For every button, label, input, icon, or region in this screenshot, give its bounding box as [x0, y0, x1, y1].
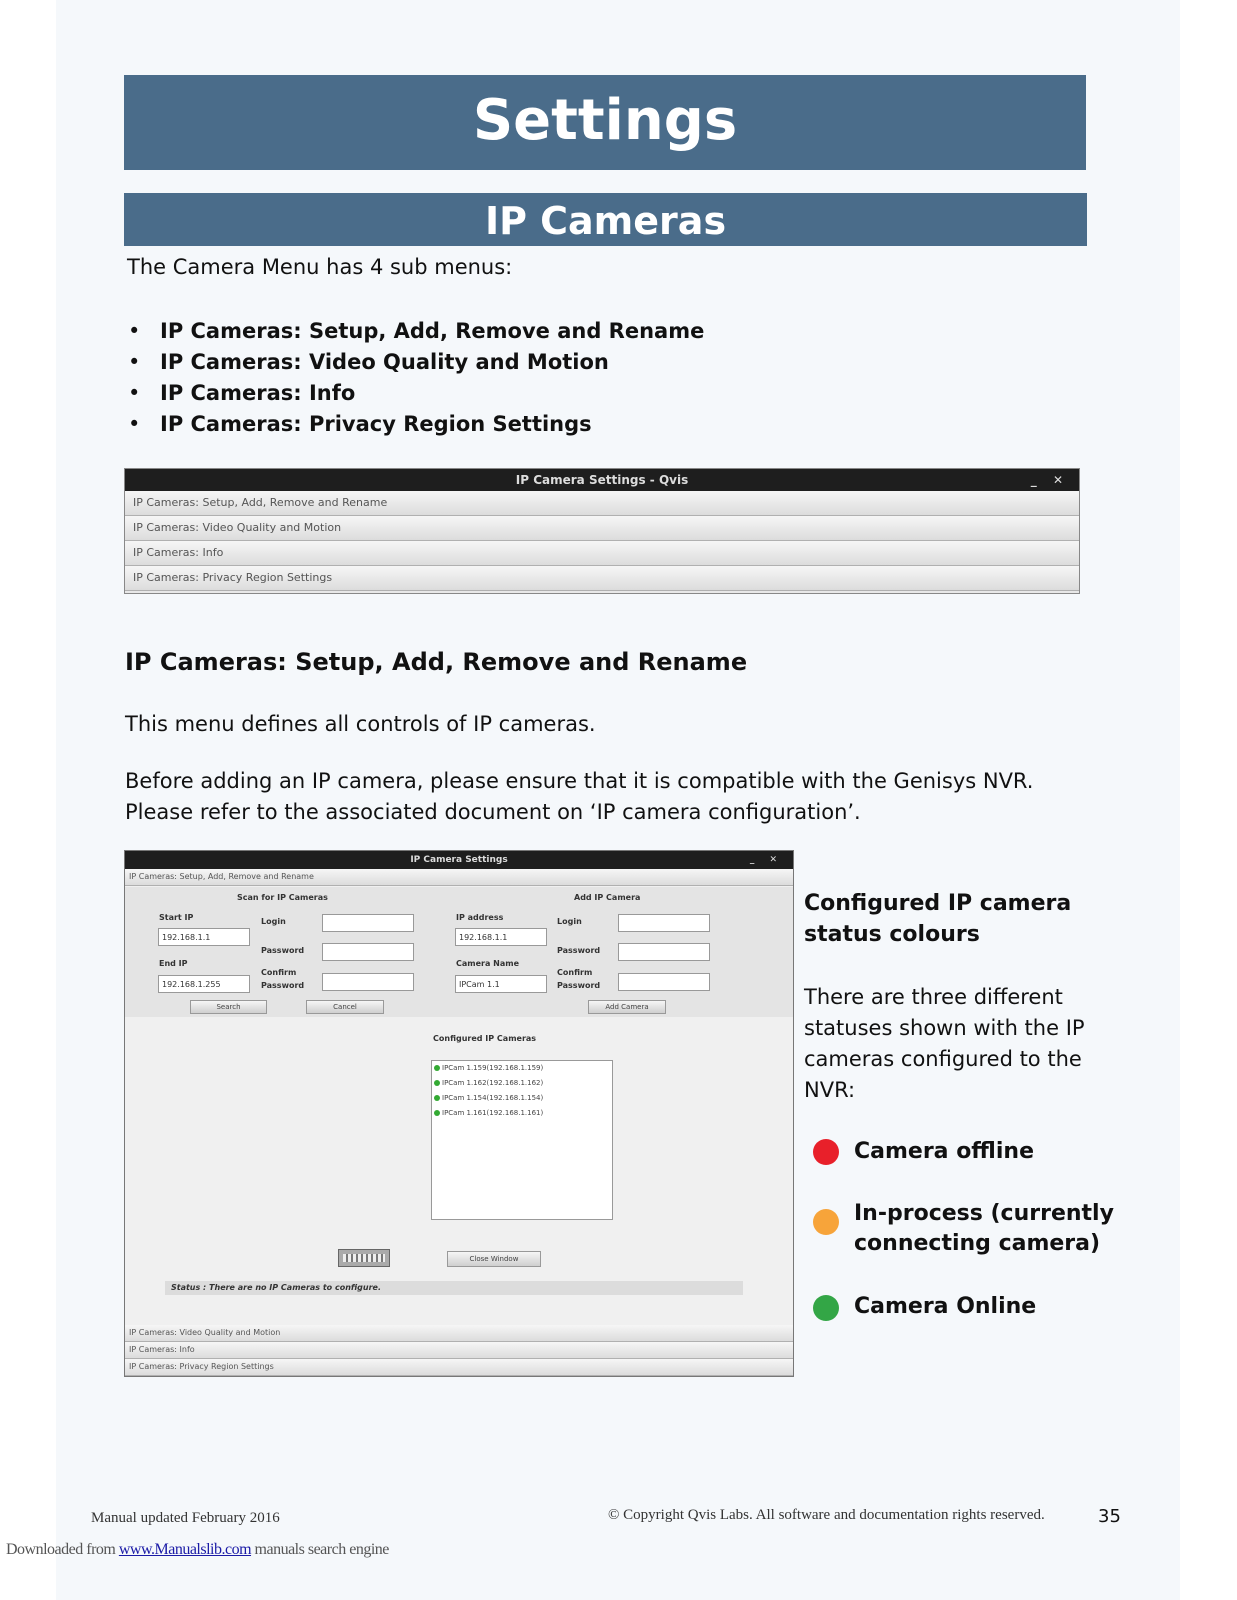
list-item[interactable] — [432, 1076, 612, 1091]
camera-name-label: Camera Name — [456, 959, 520, 968]
heading-line: status colours — [804, 922, 980, 947]
online-label: Camera Online — [854, 1294, 1037, 1319]
section-title: IP Cameras — [124, 193, 1087, 246]
close-window-button[interactable]: Close Window — [447, 1251, 541, 1267]
scan-login-input[interactable] — [322, 914, 414, 932]
footer-copyright: © Copyright Qvis Labs. All software and documentation rights reserved. — [608, 1507, 1045, 1523]
keyboard-icon[interactable] — [338, 1249, 390, 1267]
in-process-label — [854, 1199, 1114, 1259]
manualslib-link[interactable]: www.Manualslib.com — [118, 1541, 252, 1558]
add-login-input[interactable] — [618, 914, 710, 932]
menu-item-info[interactable]: IP Cameras: Info — [125, 1342, 793, 1359]
add-heading: Add IP Camera — [574, 893, 641, 902]
intro-text: The Camera Menu has 4 sub menus: — [127, 255, 513, 279]
confirm-label: Confirm — [557, 968, 593, 977]
add-confirm-input[interactable] — [618, 973, 710, 991]
start-ip-label: Start IP — [159, 913, 194, 922]
setup-window — [124, 850, 794, 1377]
ip-address-input[interactable]: 192.168.1.1 — [455, 928, 547, 946]
online-status-icon — [813, 1295, 839, 1321]
offline-label: Camera offline — [854, 1139, 1034, 1164]
window-controls[interactable]: _ ✕ — [1030, 473, 1069, 487]
confirm-label: Confirm — [261, 968, 297, 977]
menu-item-setup[interactable]: IP Cameras: Setup, Add, Remove and Rename — [125, 491, 1079, 516]
camera-settings-window — [124, 468, 1080, 594]
scan-password-input[interactable] — [322, 943, 414, 961]
password-label: Password — [557, 946, 601, 955]
add-password-input[interactable] — [618, 943, 710, 961]
download-suffix: manuals search engine — [251, 1541, 389, 1558]
login-label: Login — [557, 917, 582, 926]
heading-line: Configured IP camera — [804, 891, 1072, 916]
scan-confirm-input[interactable] — [322, 973, 414, 991]
download-note — [6, 1541, 389, 1559]
bullet-item: • IP Cameras: Privacy Region Settings — [128, 409, 704, 440]
online-status-icon — [434, 1065, 440, 1071]
submenu-list — [128, 316, 704, 440]
ip-address-label: IP address — [456, 913, 504, 922]
password-label: Password — [261, 946, 305, 955]
in-process-status-icon — [813, 1209, 839, 1235]
offline-status-icon — [813, 1139, 839, 1165]
window-titlebar[interactable] — [125, 469, 1079, 491]
status-colours-heading — [804, 888, 1071, 950]
window-title: IP Camera Settings - Qvis — [515, 473, 689, 487]
add-camera-button[interactable]: Add Camera — [588, 1000, 666, 1014]
configured-heading: Configured IP Cameras — [433, 1034, 537, 1043]
camera-name-input[interactable]: IPCam 1.1 — [455, 975, 547, 993]
online-status-icon — [434, 1095, 440, 1101]
text-line: There are three different — [804, 985, 1063, 1009]
configured-cameras-list[interactable] — [431, 1060, 613, 1220]
menu-item-info[interactable]: IP Cameras: Info — [125, 541, 1079, 566]
window-titlebar[interactable] — [125, 851, 793, 869]
bullet-item: • IP Cameras: Video Quality and Motion — [128, 347, 704, 378]
cancel-button[interactable]: Cancel — [306, 1000, 384, 1014]
menu-item-setup[interactable]: IP Cameras: Setup, Add, Remove and Rename — [125, 869, 793, 886]
label-line: In-process (currently — [854, 1201, 1114, 1226]
menu-item-video-quality[interactable]: IP Cameras: Video Quality and Motion — [125, 516, 1079, 541]
end-ip-label: End IP — [159, 959, 188, 968]
scan-add-panel — [125, 887, 793, 1017]
confirm-password-label: Password — [557, 981, 601, 990]
camera-entry: IPCam 1.154(192.168.1.154) — [442, 1094, 544, 1102]
login-label: Login — [261, 917, 286, 926]
section-heading: IP Cameras: Setup, Add, Remove and Rename — [125, 648, 748, 676]
bottom-menu — [125, 1325, 793, 1376]
list-item[interactable] — [432, 1061, 612, 1076]
status-bar: Status : There are no IP Cameras to configure. — [165, 1281, 743, 1295]
camera-entry: IPCam 1.161(192.168.1.161) — [442, 1109, 544, 1117]
camera-entry: IPCam 1.159(192.168.1.159) — [442, 1064, 544, 1072]
page-number: 35 — [1098, 1506, 1121, 1527]
footer-updated: Manual updated February 2016 — [91, 1510, 280, 1526]
bullet-item: • IP Cameras: Setup, Add, Remove and Rename — [128, 316, 704, 347]
start-ip-input[interactable]: 192.168.1.1 — [158, 928, 250, 946]
window-controls[interactable]: _ ✕ — [749, 855, 783, 865]
search-button[interactable]: Search — [190, 1000, 267, 1014]
list-item[interactable] — [432, 1106, 612, 1121]
download-prefix: Downloaded from — [6, 1541, 119, 1558]
page-title: Settings — [124, 75, 1086, 170]
camera-entry: IPCam 1.162(192.168.1.162) — [442, 1079, 544, 1087]
paragraph: Please refer to the associated document on ‘IP camera configuration’. — [125, 800, 861, 824]
menu-item-privacy[interactable]: IP Cameras: Privacy Region Settings — [125, 1359, 793, 1376]
end-ip-input[interactable]: 192.168.1.255 — [158, 975, 250, 993]
online-status-icon — [434, 1110, 440, 1116]
text-line: NVR: — [804, 1078, 856, 1102]
text-line: cameras configured to the — [804, 1047, 1082, 1071]
paragraph: Before adding an IP camera, please ensure that it is compatible with the Genisys NVR. — [125, 769, 1034, 793]
label-line: connecting camera) — [854, 1231, 1101, 1256]
confirm-password-label: Password — [261, 981, 305, 990]
text-line: statuses shown with the IP — [804, 1016, 1085, 1040]
online-status-icon — [434, 1080, 440, 1086]
menu-item-privacy[interactable]: IP Cameras: Privacy Region Settings — [125, 566, 1079, 591]
menu-item-video-quality[interactable]: IP Cameras: Video Quality and Motion — [125, 1325, 793, 1342]
scan-heading: Scan for IP Cameras — [237, 893, 328, 902]
bullet-item: • IP Cameras: Info — [128, 378, 704, 409]
window-title: IP Camera Settings — [410, 855, 508, 865]
list-item[interactable] — [432, 1091, 612, 1106]
paragraph: This menu defines all controls of IP cameras. — [125, 712, 596, 736]
status-description — [804, 982, 1085, 1106]
